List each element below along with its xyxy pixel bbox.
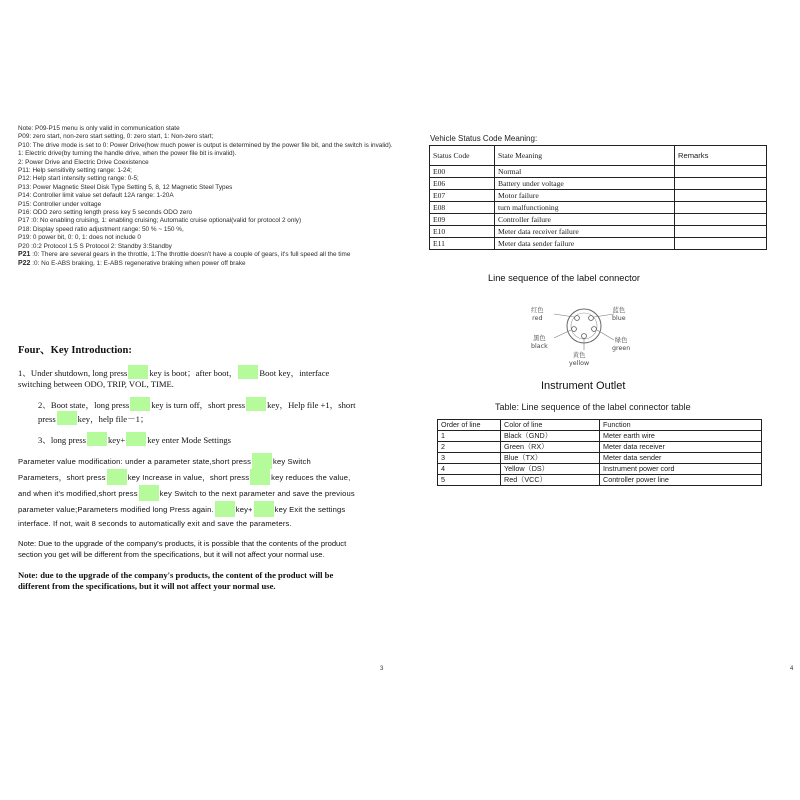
note-line: P19: 0 power bit, 0: 0, 1: does not include 0 xyxy=(18,234,141,242)
table-cell: Meter data sender xyxy=(600,453,762,464)
param-text-e: key Switch to the next parameter and save the previous parameter value;Parameters modified long Press again. xyxy=(18,489,355,514)
table-row xyxy=(438,442,762,453)
table-header: Order of line xyxy=(438,420,501,431)
page-number: 3 xyxy=(380,666,384,672)
table-caption: Table: Line sequence of the label connector table xyxy=(495,402,691,412)
label-blue-cn: 蓝色 xyxy=(612,307,626,314)
power-key-icon xyxy=(130,397,150,411)
table-row xyxy=(430,178,767,190)
param-text-a: Parameter value modification: under a parameter state,short press xyxy=(18,457,252,466)
table-cell: Instrument power cord xyxy=(600,464,762,475)
down-key-icon xyxy=(250,469,270,485)
key-item-2-text-a: 2、Boot state，long press xyxy=(38,400,130,410)
note-p21 xyxy=(18,251,393,259)
line-sequence-title: Line sequence of the label connector xyxy=(488,273,640,283)
power-key-icon xyxy=(252,453,272,469)
up-key-icon xyxy=(107,469,127,485)
manual-page-4 xyxy=(400,0,800,800)
note-line: P09: zero start, non-zero start setting, 0: zero start, 1: Non-zero start; xyxy=(18,133,214,141)
label-black xyxy=(531,335,548,351)
key-item-1-text-a: 1、Under shutdown, long press xyxy=(18,368,128,378)
connector-outline xyxy=(567,309,601,343)
note-line: P13: Power Magnetic Steel Disk Type Setting 5, 8, 12 Magnetic Steel Types xyxy=(18,183,233,191)
table-row xyxy=(430,190,767,202)
key-heading: Four、Key Introduction: xyxy=(18,345,132,356)
note-line: P18: Display speed ratio adjustment range: 50 % ~ 150 %, xyxy=(18,225,184,233)
label-green-cn: 绿色 xyxy=(614,337,628,344)
table-cell: Red（VCC） xyxy=(501,475,600,486)
table-cell: 1 xyxy=(438,431,501,442)
table-cell: 5 xyxy=(438,475,501,486)
key-item-1-text-b: key is boot；after boot， xyxy=(149,368,238,378)
table-cell xyxy=(675,202,767,214)
table-cell: E06 xyxy=(430,178,495,190)
pin-red xyxy=(575,316,580,321)
table-row xyxy=(438,431,762,442)
label-black-cn: 黑色 xyxy=(533,335,546,342)
p22-text: :0: No E-ABS braking, 1: E-ABS regenerative braking when power off brake xyxy=(30,259,246,267)
note-line: Note: P09-P15 menu is only valid in communication state xyxy=(18,125,180,132)
table-row xyxy=(430,226,767,238)
table-cell: Green（RX） xyxy=(501,442,600,453)
table-cell: E08 xyxy=(430,202,495,214)
table-cell: turn malfunctioning xyxy=(495,202,675,214)
label-green xyxy=(612,337,630,353)
power-key-icon xyxy=(238,365,258,379)
table-cell: E11 xyxy=(430,238,495,250)
table-header: Function xyxy=(600,420,762,431)
table-cell: E00 xyxy=(430,166,495,178)
line-sequence-table xyxy=(437,419,762,486)
table-cell: E09 xyxy=(430,214,495,226)
label-red xyxy=(531,307,544,323)
table-cell: Meter data receiver failure xyxy=(495,226,675,238)
up-key-icon xyxy=(246,397,266,411)
table-cell: Meter data sender failure xyxy=(495,238,675,250)
table-row xyxy=(430,166,767,178)
table-cell xyxy=(675,166,767,178)
table-cell xyxy=(675,178,767,190)
power-key-icon xyxy=(128,365,148,379)
key-item-2-text-d: key，help file－1； xyxy=(77,414,149,424)
key-item-2-text-b: key is turn off，short press xyxy=(151,400,246,410)
table-row xyxy=(438,453,762,464)
label-green-en: green xyxy=(612,345,631,352)
param-text-d: key reduces the value, and when it's modified,short press xyxy=(18,473,351,498)
note-line: P10: The drive mode is set to 0: Power Drive(how much power is output is determined by the power file bit, and the switch is invalid). xyxy=(18,141,393,149)
p21-text: :0: There are several gears in the throttle, 1:The throttle doesn't have a couple of gears, it's full speed all the time xyxy=(30,251,351,259)
table-cell: 2 xyxy=(438,442,501,453)
note-line: P20 :0:2 Protocol 1:5 S Protocol 2: Standby 3:Standby xyxy=(18,242,172,250)
note-line: 1: Electric drive(by turning the handle drive, when the power file bit is invalid). xyxy=(18,150,237,158)
key-item-2-text-c: key，Help file +1，short press xyxy=(38,400,356,424)
note-line: P15: Controller under voltage xyxy=(18,200,102,208)
key-item-1 xyxy=(18,365,358,390)
label-black-en: black xyxy=(531,343,548,350)
table-cell xyxy=(675,226,767,238)
table-cell: Normal xyxy=(495,166,675,178)
up-key-icon xyxy=(215,501,235,517)
key-introduction xyxy=(18,342,358,592)
table-cell xyxy=(675,238,767,250)
note-line: P14: Controller limit value set default 12A range: 1-20A xyxy=(18,192,174,200)
down-key-icon xyxy=(126,432,146,446)
p21-code: P21 xyxy=(18,251,31,259)
table-row xyxy=(430,214,767,226)
table-cell xyxy=(675,214,767,226)
table-header: State Meaning xyxy=(495,146,675,166)
label-blue-en: blue xyxy=(612,315,626,322)
table-cell: Black（GND） xyxy=(501,431,600,442)
table-header: Color of line xyxy=(501,420,600,431)
table-cell: Motor failure xyxy=(495,190,675,202)
table-row xyxy=(438,464,762,475)
note-p22 xyxy=(18,260,393,268)
table-header-row xyxy=(430,146,767,166)
table-cell: Meter data receiver xyxy=(600,442,762,453)
note-line: P12: Help start intensity setting range: 0-5; xyxy=(18,175,139,183)
table-cell: Blue（TX） xyxy=(501,453,600,464)
table-cell: 3 xyxy=(438,453,501,464)
p22-code: P22 xyxy=(18,259,31,267)
table-cell: Yellow（DS） xyxy=(501,464,600,475)
param-text-g: key Exit the settings interface. If not, wait 8 seconds to automatically exit and save the parameters. xyxy=(18,505,346,528)
table-cell: Controller failure xyxy=(495,214,675,226)
upgrade-note-bold: Note: due to the upgrade of the company's products, the content of the product will be different from the specifications, but it will not affect your normal use. xyxy=(18,569,334,591)
status-code-table xyxy=(429,145,767,250)
parameter-modification xyxy=(18,453,358,531)
pin-black xyxy=(572,327,577,332)
key-item-3-text-a: 3、long press xyxy=(38,435,86,445)
parameter-notes xyxy=(18,125,393,268)
note-line: P17 :0: No enabling cruising, 1: enabling cruising; Automatic cruise optional(valid for protocol 2 only) xyxy=(18,217,302,225)
table-row xyxy=(430,202,767,214)
power-key-icon xyxy=(139,485,159,501)
label-red-cn: 红色 xyxy=(531,307,544,314)
table-header-row xyxy=(438,420,762,431)
instrument-outlet-title: Instrument Outlet xyxy=(541,380,626,392)
table-header: Status Code xyxy=(430,146,495,166)
table-cell: Meter earth wire xyxy=(600,431,762,442)
table-cell: E07 xyxy=(430,190,495,202)
key-item-3 xyxy=(18,432,358,446)
table-row xyxy=(430,238,767,250)
table-cell: E10 xyxy=(430,226,495,238)
down-key-icon xyxy=(57,411,77,425)
down-key-icon xyxy=(254,501,274,517)
table-row xyxy=(438,475,762,486)
key-item-1-text-c: Boot key，interface switching between ODO, TRIP, VOL, TIME. xyxy=(18,368,330,389)
label-yellow xyxy=(569,352,589,368)
table-cell: Controller power line xyxy=(600,475,762,486)
note-line: P16: ODO zero setting length press key 5 seconds ODO zero xyxy=(18,209,193,217)
table-cell: Battery under voltage xyxy=(495,178,675,190)
table-cell: 4 xyxy=(438,464,501,475)
label-yellow-en: yellow xyxy=(569,360,590,367)
label-yellow-cn: 黄色 xyxy=(572,352,586,359)
table-cell xyxy=(675,190,767,202)
up-key-icon xyxy=(87,432,107,446)
param-text-c: key Increase in value，short press xyxy=(127,473,250,482)
pin-green xyxy=(592,327,597,332)
table-header: Remarks xyxy=(675,146,767,166)
page-number: 4 xyxy=(790,666,794,672)
label-blue xyxy=(612,307,626,323)
param-text-f: key+ xyxy=(235,505,253,514)
key-item-3-text-b: key+ xyxy=(107,435,126,445)
param-text-b: key Switch Parameters，short press xyxy=(18,457,311,482)
note-line: P11: Help sensitivity setting range: 1-24; xyxy=(18,167,132,175)
pin-blue xyxy=(589,316,594,321)
status-code-title: Vehicle Status Code Meaning: xyxy=(430,134,538,143)
note-line: 2: Power Drive and Electric Drive Coexistence xyxy=(18,158,149,166)
key-item-2 xyxy=(18,397,358,425)
label-red-en: red xyxy=(532,315,543,322)
pin-yellow xyxy=(582,334,587,339)
upgrade-note: Note: Due to the upgrade of the company's products, it is possible that the contents of the product section you get will be different from the specifications, but it will not affect your normal use. xyxy=(18,539,347,560)
key-item-3-text-c: key enter Mode Settings xyxy=(147,435,232,445)
